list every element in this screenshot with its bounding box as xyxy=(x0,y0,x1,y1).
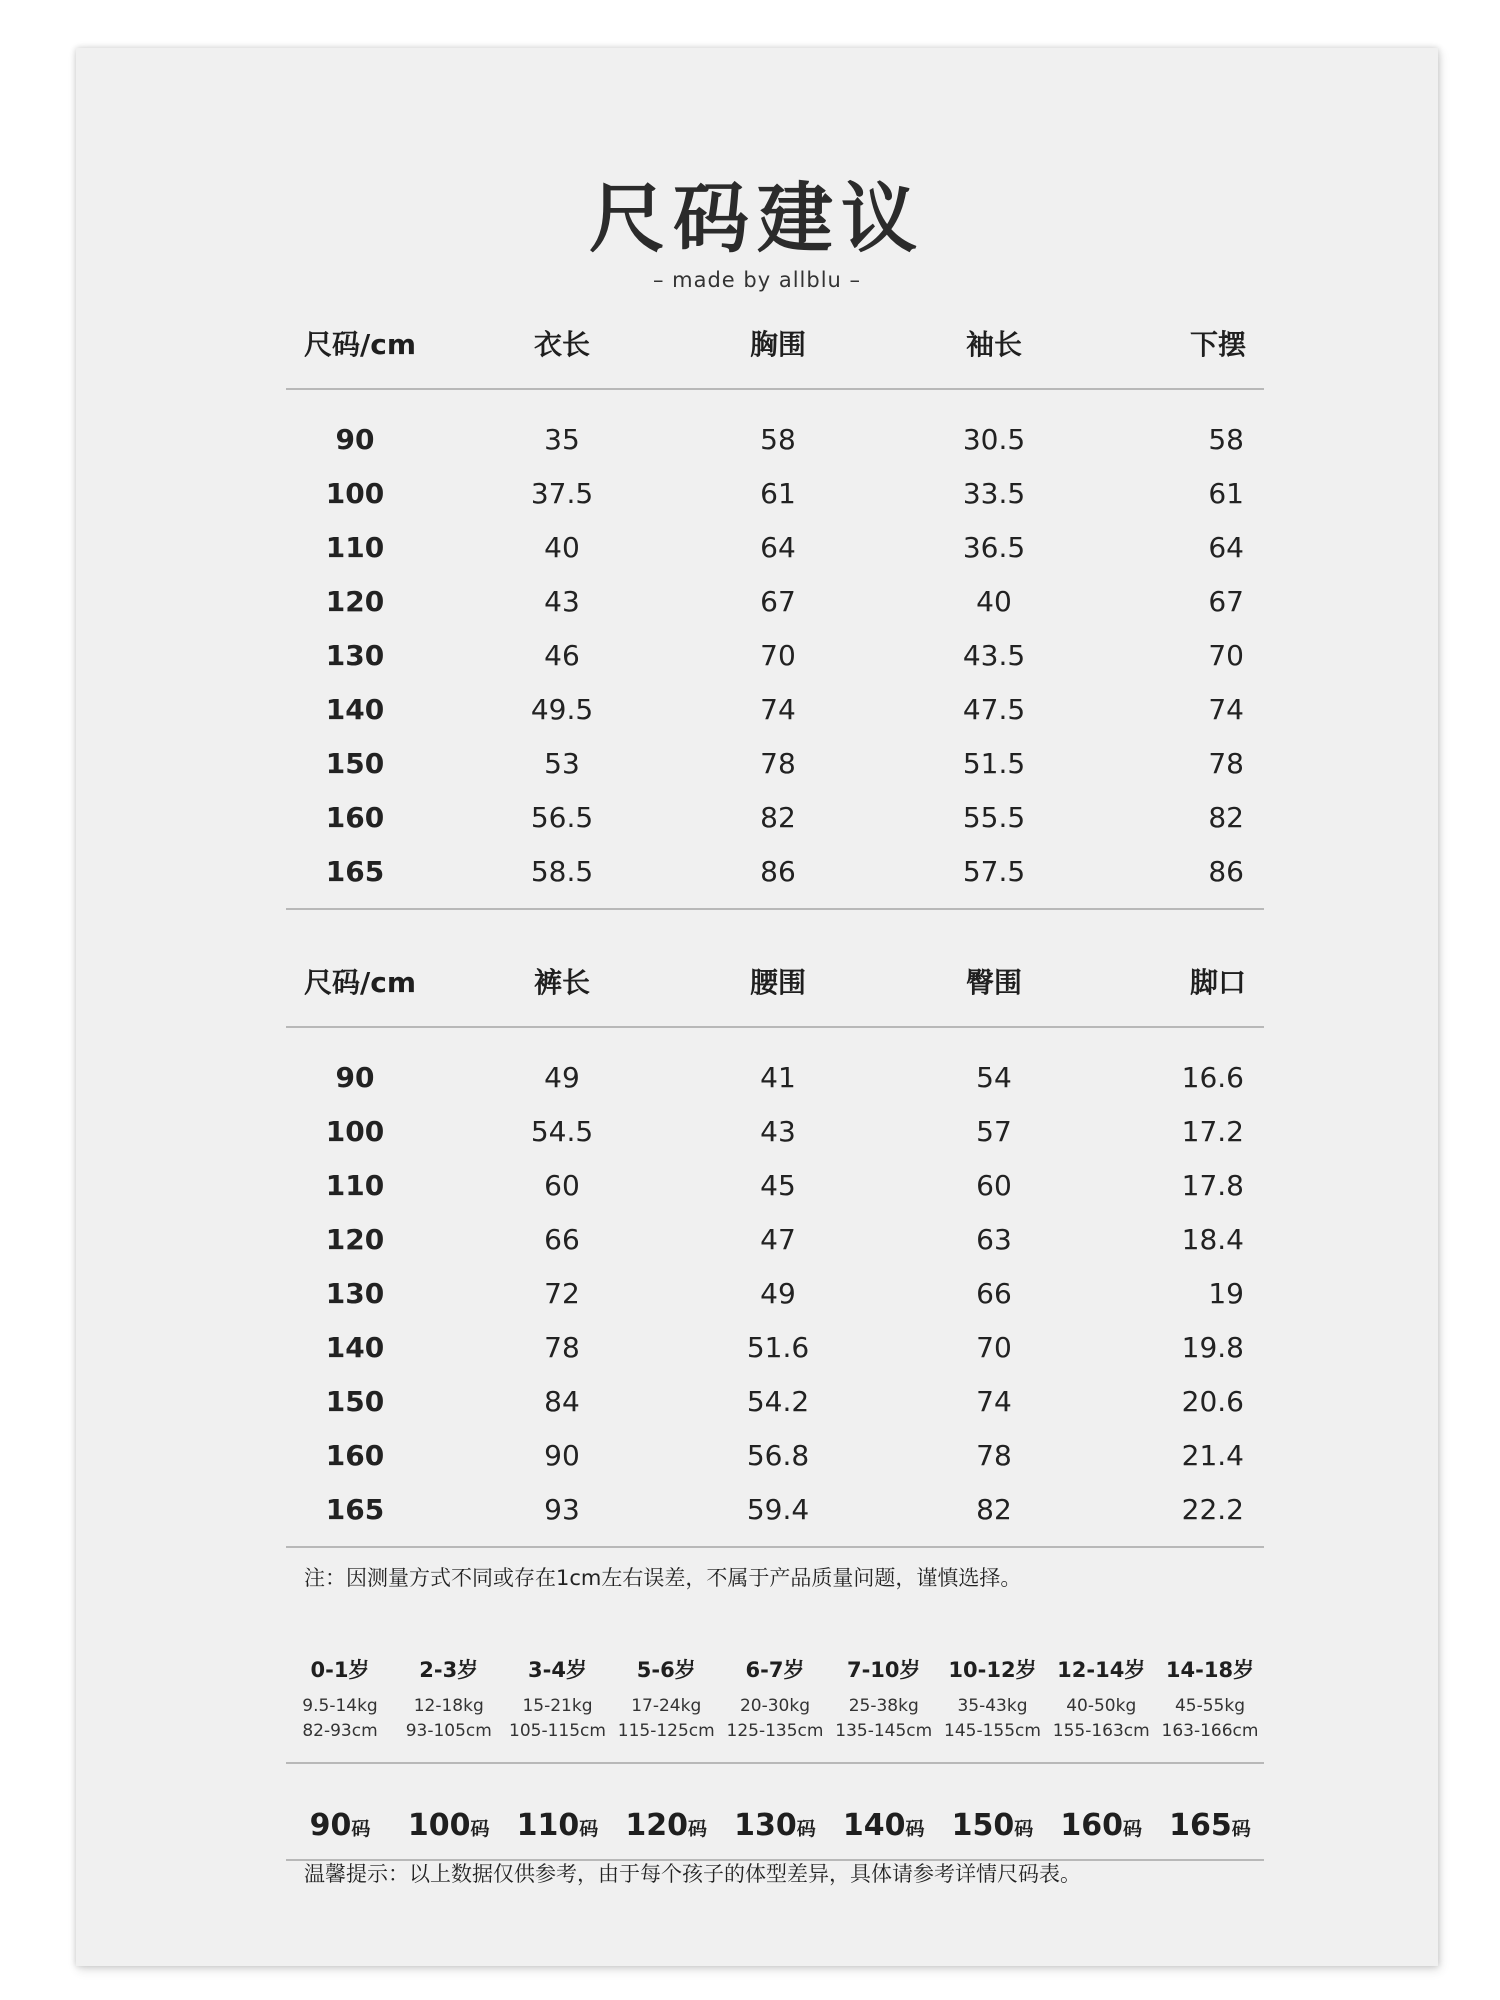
table-row xyxy=(286,790,1264,844)
measure-cell: 47.5 xyxy=(962,692,1026,726)
size-column xyxy=(1047,1808,1155,1843)
bottom-table-header xyxy=(286,936,1264,1028)
weight-range: 35-43kg xyxy=(957,1696,1028,1716)
table-row xyxy=(286,682,1264,736)
measure-cell: 40 xyxy=(544,530,580,564)
top-table-header xyxy=(286,298,1264,390)
table-row xyxy=(286,1320,1264,1374)
height-range: 105-115cm xyxy=(509,1721,606,1741)
age-reference-row xyxy=(286,1654,1264,1764)
measurement-note: 注：因测量方式不同或存在1cm左右误差，不属于产品质量问题，谨慎选择。 xyxy=(304,1566,1022,1590)
measure-cell: 67 xyxy=(760,584,796,618)
measure-cell: 51.6 xyxy=(746,1330,810,1364)
size-cell: 160 xyxy=(325,1438,385,1472)
measure-cell: 58 xyxy=(1208,422,1244,456)
height-range: 93-105cm xyxy=(405,1721,492,1741)
measure-cell: 49.5 xyxy=(530,692,594,726)
table-row xyxy=(286,520,1264,574)
column-header: 脚口 xyxy=(1189,966,1246,999)
measure-cell: 41 xyxy=(760,1060,796,1094)
measure-cell: 33.5 xyxy=(962,476,1026,510)
weight-range: 25-38kg xyxy=(848,1696,919,1716)
weight-range: 40-50kg xyxy=(1066,1696,1137,1716)
age-label: 12-14岁 xyxy=(1057,1658,1146,1682)
measure-cell: 74 xyxy=(1208,692,1244,726)
age-column xyxy=(395,1654,503,1744)
size-unit: 码 xyxy=(579,1818,599,1840)
weight-range: 20-30kg xyxy=(739,1696,811,1716)
size-unit: 码 xyxy=(1231,1818,1251,1840)
height-range: 125-135cm xyxy=(726,1721,824,1741)
measure-cell: 19 xyxy=(1208,1276,1244,1310)
measure-cell: 67 xyxy=(1208,584,1244,618)
weight-range: 9.5-14kg xyxy=(302,1696,378,1716)
table-row xyxy=(286,574,1264,628)
measure-cell: 78 xyxy=(760,746,796,780)
measure-cell: 66 xyxy=(544,1222,580,1256)
measure-cell: 57.5 xyxy=(962,854,1026,888)
measure-cell: 47 xyxy=(760,1222,796,1256)
size-cell: 165 xyxy=(325,1492,385,1526)
top-size-table xyxy=(286,298,1264,910)
size-cell: 150 xyxy=(325,1384,385,1418)
measure-cell: 82 xyxy=(976,1492,1012,1526)
measure-cell: 93 xyxy=(544,1492,580,1526)
measure-cell: 17.2 xyxy=(1181,1114,1244,1148)
measure-cell: 49 xyxy=(544,1060,580,1094)
measure-cell: 19.8 xyxy=(1181,1330,1244,1364)
measure-cell: 70 xyxy=(760,638,796,672)
size-number: 100 xyxy=(407,1808,471,1843)
measure-cell: 70 xyxy=(1208,638,1244,672)
size-number: 90 xyxy=(309,1808,352,1843)
measure-cell: 64 xyxy=(760,530,796,564)
size-number: 110 xyxy=(516,1808,580,1843)
age-label: 7-10岁 xyxy=(846,1658,921,1682)
measure-cell: 35 xyxy=(544,422,580,456)
size-cell: 150 xyxy=(325,746,385,780)
age-label: 2-3岁 xyxy=(419,1658,479,1682)
weight-range: 17-24kg xyxy=(631,1696,702,1716)
age-label: 14-18岁 xyxy=(1165,1658,1255,1682)
column-header: 尺码/cm xyxy=(304,328,417,361)
warm-tip: 温馨提示：以上数据仅供参考，由于每个孩子的体型差异，具体请参考详情尺码表。 xyxy=(304,1862,1081,1886)
size-column xyxy=(939,1808,1047,1843)
size-cell: 110 xyxy=(325,530,385,564)
measure-cell: 30.5 xyxy=(962,422,1026,456)
measure-cell: 82 xyxy=(1208,800,1244,834)
height-range: 145-155cm xyxy=(944,1721,1041,1741)
age-column xyxy=(1047,1654,1155,1744)
size-cell: 160 xyxy=(325,800,385,834)
weight-range: 12-18kg xyxy=(413,1696,484,1716)
size-column xyxy=(286,1808,394,1843)
height-range: 82-93cm xyxy=(302,1721,378,1741)
measure-cell: 70 xyxy=(976,1330,1012,1364)
age-column xyxy=(286,1654,394,1744)
weight-range: 45-55kg xyxy=(1174,1696,1246,1716)
measure-cell: 60 xyxy=(544,1168,580,1202)
age-column xyxy=(830,1654,938,1744)
age-column xyxy=(612,1654,720,1744)
age-column xyxy=(504,1654,612,1744)
size-column xyxy=(721,1808,829,1843)
measure-cell: 53 xyxy=(544,746,580,780)
size-cell: 90 xyxy=(335,1060,375,1094)
column-header: 下摆 xyxy=(1189,328,1246,361)
column-header: 袖长 xyxy=(965,328,1022,361)
measure-cell: 58.5 xyxy=(530,854,594,888)
measure-cell: 49 xyxy=(760,1276,796,1310)
measure-cell: 78 xyxy=(544,1330,580,1364)
table-row xyxy=(286,1266,1264,1320)
measure-cell: 43 xyxy=(544,584,580,618)
measure-cell: 56.5 xyxy=(530,800,594,834)
size-cell: 130 xyxy=(325,1276,385,1310)
measure-cell: 55.5 xyxy=(962,800,1026,834)
column-header: 胸围 xyxy=(749,328,806,361)
column-header: 腰围 xyxy=(749,966,806,999)
size-cell: 100 xyxy=(325,476,385,510)
size-number: 140 xyxy=(842,1808,906,1843)
measure-cell: 82 xyxy=(760,800,796,834)
size-cell: 165 xyxy=(325,854,385,888)
measure-cell: 74 xyxy=(760,692,796,726)
size-cell: 90 xyxy=(335,422,375,456)
age-label: 6-7岁 xyxy=(745,1658,805,1682)
table-row xyxy=(286,1050,1264,1104)
measure-cell: 74 xyxy=(976,1384,1012,1418)
measure-cell: 54.5 xyxy=(530,1114,594,1148)
page-title: 尺码建议 xyxy=(589,174,925,263)
measure-cell: 22.2 xyxy=(1181,1492,1244,1526)
height-range: 135-145cm xyxy=(835,1721,933,1741)
size-number: 120 xyxy=(625,1808,689,1843)
measure-cell: 56.8 xyxy=(746,1438,810,1472)
table-row xyxy=(286,1428,1264,1482)
size-number: 130 xyxy=(734,1808,797,1843)
table-row xyxy=(286,1374,1264,1428)
size-number: 150 xyxy=(951,1808,1015,1843)
measure-cell: 45 xyxy=(760,1168,796,1202)
size-column xyxy=(1156,1808,1264,1843)
page-subtitle: – made by allblu – xyxy=(652,268,862,292)
measure-cell: 61 xyxy=(760,476,796,510)
measure-cell: 84 xyxy=(544,1384,580,1418)
measure-cell: 60 xyxy=(976,1168,1012,1202)
measure-cell: 59.4 xyxy=(746,1492,810,1526)
size-reference-row xyxy=(286,1808,1264,1861)
table-row xyxy=(286,736,1264,790)
measure-cell: 17.8 xyxy=(1181,1168,1244,1202)
age-label: 3-4岁 xyxy=(528,1658,587,1682)
measure-cell: 58 xyxy=(760,422,796,456)
measure-cell: 16.6 xyxy=(1181,1060,1244,1094)
size-column xyxy=(504,1808,612,1843)
table-row xyxy=(286,466,1264,520)
measure-cell: 66 xyxy=(976,1276,1012,1310)
measure-cell: 20.6 xyxy=(1181,1384,1244,1418)
table-row xyxy=(286,628,1264,682)
measure-cell: 78 xyxy=(976,1438,1012,1472)
measure-cell: 37.5 xyxy=(530,476,594,510)
measure-cell: 54.2 xyxy=(746,1384,810,1418)
size-cell: 140 xyxy=(325,1330,385,1364)
size-cell: 120 xyxy=(325,1222,385,1256)
age-column xyxy=(721,1654,829,1744)
size-unit: 码 xyxy=(905,1818,925,1840)
measure-cell: 78 xyxy=(1208,746,1244,780)
size-cell: 110 xyxy=(325,1168,385,1202)
bottom-table-body xyxy=(286,1028,1264,1548)
size-cell: 140 xyxy=(325,692,385,726)
column-header: 衣长 xyxy=(533,328,590,361)
measure-cell: 36.5 xyxy=(962,530,1026,564)
measure-cell: 86 xyxy=(1208,854,1244,888)
table-row xyxy=(286,1482,1264,1536)
size-chart-sheet xyxy=(76,48,1438,1966)
table-row xyxy=(286,844,1264,898)
measure-cell: 18.4 xyxy=(1181,1222,1244,1256)
table-row xyxy=(286,1212,1264,1266)
weight-range: 15-21kg xyxy=(522,1696,593,1716)
bottom-size-table xyxy=(286,936,1264,1548)
measure-cell: 86 xyxy=(760,854,796,888)
measure-cell: 72 xyxy=(544,1276,580,1310)
measure-cell: 21.4 xyxy=(1181,1438,1244,1472)
size-number: 165 xyxy=(1169,1808,1232,1843)
height-range: 163-166cm xyxy=(1161,1721,1259,1741)
measure-cell: 46 xyxy=(544,638,580,672)
size-column xyxy=(830,1808,938,1843)
size-unit: 码 xyxy=(1014,1818,1034,1840)
size-unit: 码 xyxy=(688,1818,708,1840)
age-label: 5-6岁 xyxy=(636,1658,696,1682)
table-row xyxy=(286,1104,1264,1158)
age-column xyxy=(939,1654,1047,1744)
age-label: 10-12岁 xyxy=(948,1658,1037,1682)
size-column xyxy=(612,1808,720,1843)
top-table-body xyxy=(286,390,1264,910)
size-unit: 码 xyxy=(351,1818,371,1840)
size-cell: 130 xyxy=(325,638,385,672)
measure-cell: 54 xyxy=(976,1060,1012,1094)
size-number: 160 xyxy=(1060,1808,1124,1843)
measure-cell: 63 xyxy=(976,1222,1012,1256)
size-column xyxy=(395,1808,503,1843)
size-unit: 码 xyxy=(1123,1818,1143,1840)
age-label: 0-1岁 xyxy=(310,1658,370,1682)
measure-cell: 43.5 xyxy=(962,638,1026,672)
measure-cell: 57 xyxy=(976,1114,1012,1148)
table-row xyxy=(286,1158,1264,1212)
size-unit: 码 xyxy=(470,1818,490,1840)
size-unit: 码 xyxy=(796,1818,816,1840)
table-row xyxy=(286,412,1264,466)
measure-cell: 61 xyxy=(1208,476,1244,510)
column-header: 臀围 xyxy=(965,966,1022,999)
column-header: 裤长 xyxy=(533,966,590,999)
size-cell: 120 xyxy=(325,584,385,618)
measure-cell: 64 xyxy=(1208,530,1244,564)
measure-cell: 40 xyxy=(976,584,1012,618)
height-range: 155-163cm xyxy=(1052,1721,1150,1741)
measure-cell: 90 xyxy=(544,1438,580,1472)
size-cell: 100 xyxy=(325,1114,385,1148)
age-column xyxy=(1156,1654,1264,1744)
measure-cell: 43 xyxy=(760,1114,796,1148)
measure-cell: 51.5 xyxy=(962,746,1026,780)
column-header: 尺码/cm xyxy=(304,966,417,999)
height-range: 115-125cm xyxy=(617,1721,715,1741)
